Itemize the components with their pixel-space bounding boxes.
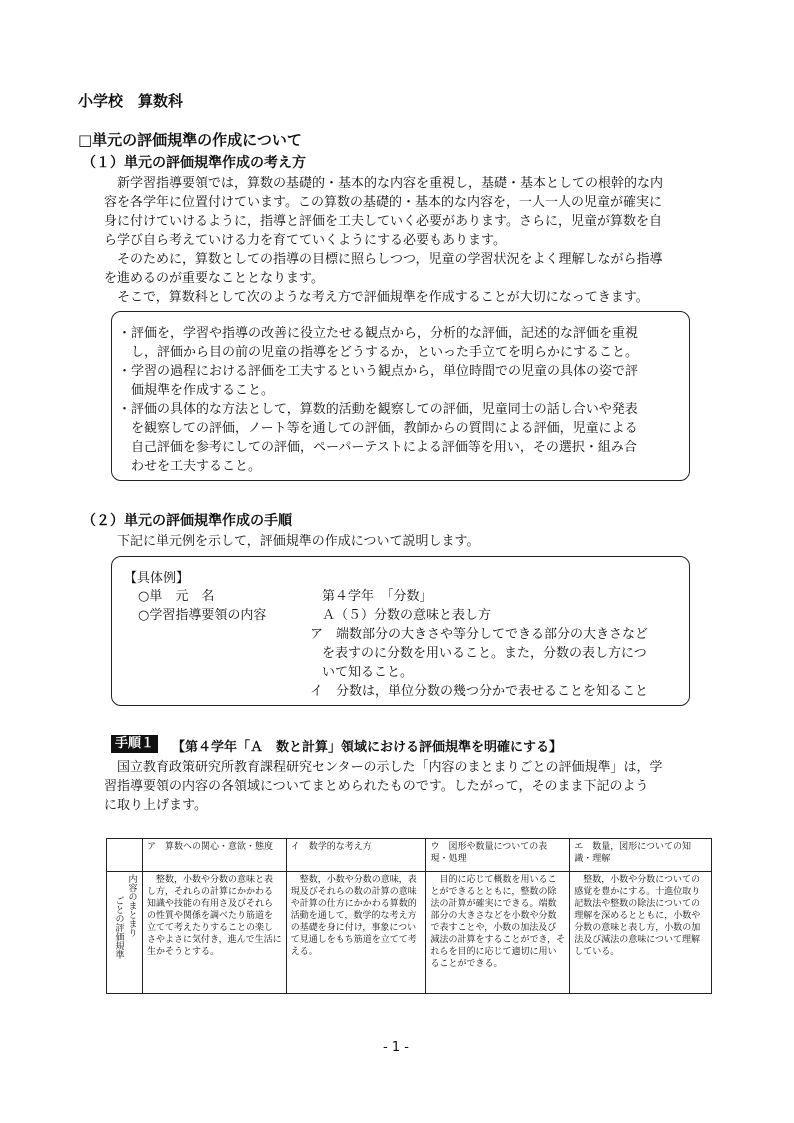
table-header-cell: エ 数量，図形についての知識・理解 [570, 839, 712, 872]
table-cell: 目的に応じて概数を用いることができるとともに，整数の除法の計算が確実にできる。端数部分の大きさなどを小数や分数で表すことや，小数の加法及び減法の計算をすることができ，それらを目的に応じて適切に用いることができる。 [426, 872, 570, 994]
table-row [107, 872, 712, 994]
table-header-cell: イ 数学的な考え方 [286, 839, 426, 872]
content-item: ア 端数部分の大きさや等分してできる部分の大きさなど [310, 627, 649, 642]
page-header: 小学校 算数科 [78, 92, 184, 110]
body-line: ら学び自ら考えていける力を育てていくようにする必要もあります。 [104, 233, 506, 248]
table-cell: 整数，小数や分数についての感覚を豊かにする。十進位取り記数法や整数の除法についての理解を深めるとともに，小数や分数の意味と表し方，小数の加法及び減法の意味について理解している。 [570, 872, 712, 994]
sub1-heading: （１）単元の評価規準作成の考え方 [82, 155, 306, 171]
content-label: ○学習指導要領の内容 [138, 608, 267, 623]
unit-label: ○単 元 名 [138, 589, 215, 604]
step-title: 【第４学年「Ａ 数と計算」領域における評価規準を明確にする】 [172, 740, 563, 755]
unit-value: 第４学年 「分数」 [322, 589, 433, 604]
body-line: 容を各学年に位置付けています。この算数の基礎的・基本的な内容を，一人一人の児童が確実に [104, 195, 662, 210]
table-header-cell: ア 算数への関心・意欲・態度 [142, 839, 286, 872]
criteria-table [106, 838, 712, 994]
row-label-left: 内容のまとまり [126, 874, 137, 937]
table-header-cell: ウ 図形や数量についての表現・処理 [426, 839, 570, 872]
table-cell: 整数，小数や分数の意味，表現及びそれらの数の計算の意味や計算の仕方にかかわる算数的活動を通して，数学的な考え方の基礎を身に付け，事象について見通しをもち筋道を立てて考える。 [286, 872, 426, 994]
body-line: に取り上げます。 [104, 798, 207, 813]
table-header-row [107, 839, 712, 872]
example-label: 【具体例】 [124, 571, 190, 586]
table-header-cell [107, 839, 143, 872]
content-item: を表すのに分数を用いること。また，分数の表し方につ [322, 646, 647, 661]
body-line: を進めるのが重要なこととなります。 [104, 271, 324, 286]
content-item: イ 分数は，単位分数の幾つ分かで表せることを知ること [310, 684, 649, 699]
box-line: 自己評価を参考にしての評価，ペーパーテストによる評価等を用い，その選択・組み合 [118, 440, 637, 455]
box-line: わせを工夫すること。 [118, 459, 262, 474]
content-item: いて知ること。 [322, 665, 414, 680]
step-badge: 手順１ [111, 735, 158, 753]
box-line: を観察しての評価，ノート等を通しての評価，教師からの質問による評価，児童による [118, 421, 638, 436]
content-value: Ａ（５）分数の意味と表し方 [322, 608, 492, 623]
box-line: 価規準を作成すること。 [118, 383, 275, 398]
section-title: □単元の評価規準の作成について [78, 131, 302, 149]
box-line: ・学習の過程における評価を工夫するという観点から，単位時間での児童の具体の姿で評 [118, 364, 639, 379]
body-line: 新学習指導要領では，算数の基礎的・基本的な内容を重視し，基礎・基本としての根幹的な内 [104, 176, 664, 191]
body-line: 習指導要領の内容の各領域についてまとめられたものです。したがって，そのまま下記のよう [104, 779, 649, 794]
row-label-cell [107, 872, 143, 994]
sub2-intro: 下記に単元例を示して，評価規準の作成について説明します。 [117, 534, 480, 549]
body-line: そのために，算数としての指導の目標に照らしつつ，児童の学習状況をよく理解しながら指導 [104, 252, 663, 267]
table-cell: 整数，小数や分数の意味と表し方，それらの計算にかかわる知識や技能の有用さ及びそれらの性質や関係を調べたり筋道を立てて考えたりすることの楽しさやよさに気付き，進んで生活に生かそうとする。 [142, 872, 286, 994]
body-line: 国立教育政策研究所教育課程研究センターの示した「内容のまとまりごとの評価規準」は，学 [117, 760, 663, 775]
row-label-right: ごとの評価規準 [113, 896, 124, 959]
body-line: そこで，算数科として次のような考え方で評価規準を作成することが大切になってきます。 [104, 290, 649, 305]
sub2-heading: （２）単元の評価規準作成の手順 [82, 513, 292, 529]
box-line: し，評価から目の前の児童の指導をどうするか，といった手立てを明らかにすること。 [118, 345, 639, 360]
box-line: ・評価を，学習や指導の改善に役立たせる観点から，分析的な評価，記述的な評価を重視 [118, 326, 639, 341]
body-line: 身に付けていけるように，指導と評価を工夫していく必要があります。さらに，児童が算数を自 [104, 214, 662, 229]
box-line: ・評価の具体的な方法として，算数的活動を観察しての評価，児童同士の話し合いや発表 [118, 402, 638, 417]
page-number: - 1 - [383, 1040, 409, 1055]
